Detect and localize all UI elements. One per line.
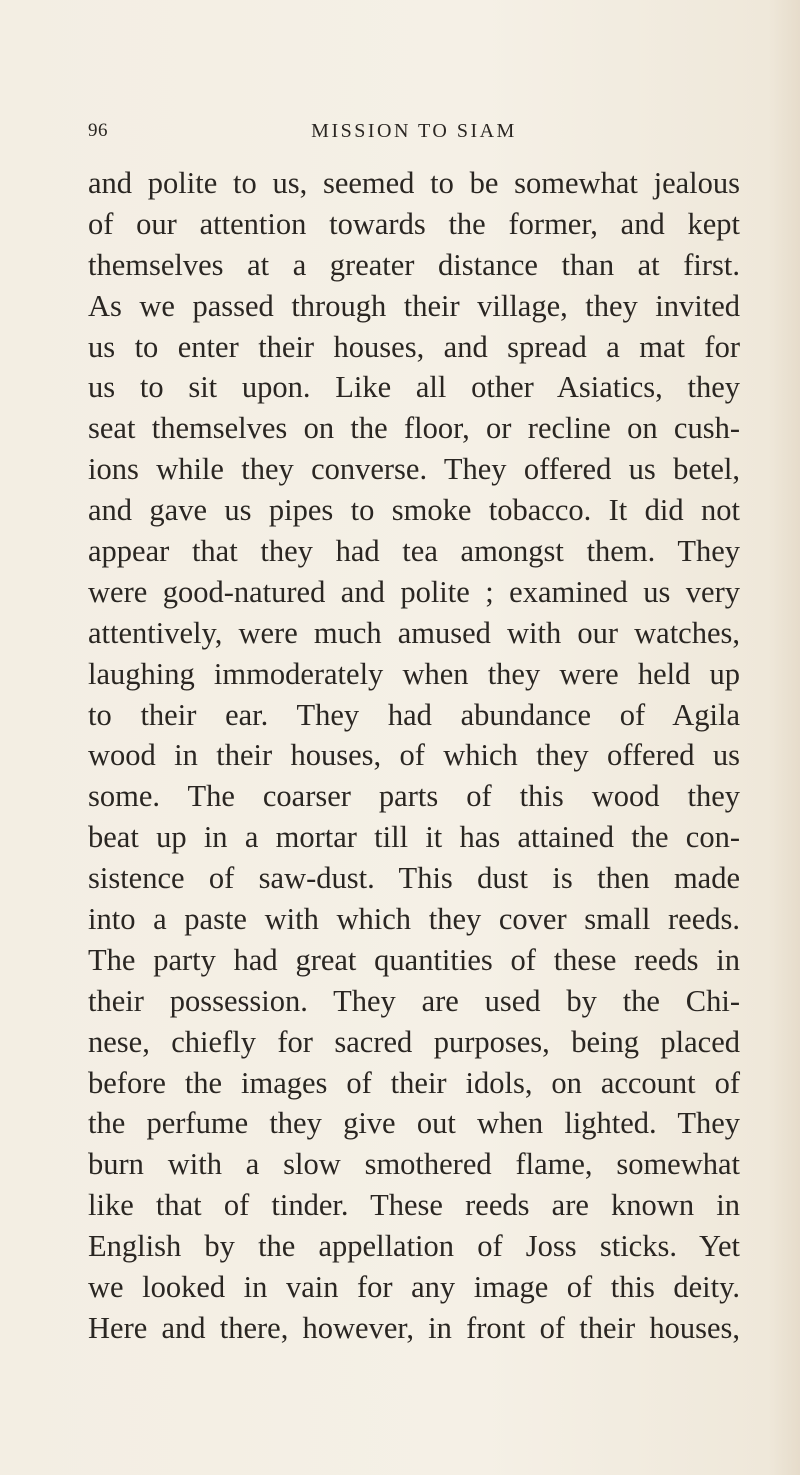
- page-number: 96: [88, 120, 108, 141]
- text-line: the perfume they give out when lighted. They: [88, 1106, 740, 1141]
- text-line: attentively, were much amused with our watches,: [88, 615, 740, 650]
- text-line: wood in their houses, of which they offered us: [88, 738, 740, 773]
- text-line: sistence of saw-dust. This dust is then made: [88, 861, 740, 896]
- text-line: English by the appellation of Joss sticks. Yet: [88, 1229, 740, 1264]
- text-line: burn with a slow smothered flame, somewhat: [88, 1147, 740, 1182]
- text-line: like that of tinder. These reeds are known in: [88, 1188, 740, 1223]
- text-line: us to enter their houses, and spread a mat for: [88, 329, 740, 364]
- text-line: we looked in vain for any image of this deity.: [88, 1270, 740, 1305]
- page-header: [88, 120, 740, 148]
- text-line: of our attention towards the former, and kept: [88, 206, 740, 241]
- text-line: into a paste with which they cover small reeds.: [88, 902, 740, 937]
- text-line: The party had great quantities of these reeds in: [88, 942, 740, 977]
- running-title: MISSION TO SIAM: [311, 120, 517, 142]
- text-line: Here and there, however, in front of their houses,: [88, 1310, 740, 1345]
- text-line: ions while they converse. They offered us betel,: [88, 452, 740, 487]
- text-line: seat themselves on the floor, or recline on cush-: [88, 411, 740, 446]
- text-line: some. The coarser parts of this wood they: [88, 779, 740, 814]
- text-line: themselves at a greater distance than at first.: [88, 247, 740, 282]
- text-line: to their ear. They had abundance of Agila: [88, 697, 740, 732]
- text-line: and polite to us, seemed to be somewhat jealous: [88, 166, 740, 200]
- text-line: nese, chiefly for sacred purposes, being placed: [88, 1024, 740, 1059]
- text-line: As we passed through their village, they invited: [88, 288, 740, 323]
- text-line: appear that they had tea amongst them. They: [88, 534, 740, 569]
- text-line: laughing immoderately when they were held up: [88, 656, 740, 691]
- text-line: and gave us pipes to smoke tobacco. It did not: [88, 493, 740, 528]
- text-line: before the images of their idols, on account of: [88, 1065, 740, 1100]
- text-line: beat up in a mortar till it has attained the con-: [88, 820, 740, 855]
- text-line: us to sit upon. Like all other Asiatics, they: [88, 370, 740, 405]
- body-text: [88, 163, 740, 1349]
- text-line: were good-natured and polite ; examined us very: [88, 574, 740, 609]
- text-line: their possession. They are used by the Chi-: [88, 983, 740, 1018]
